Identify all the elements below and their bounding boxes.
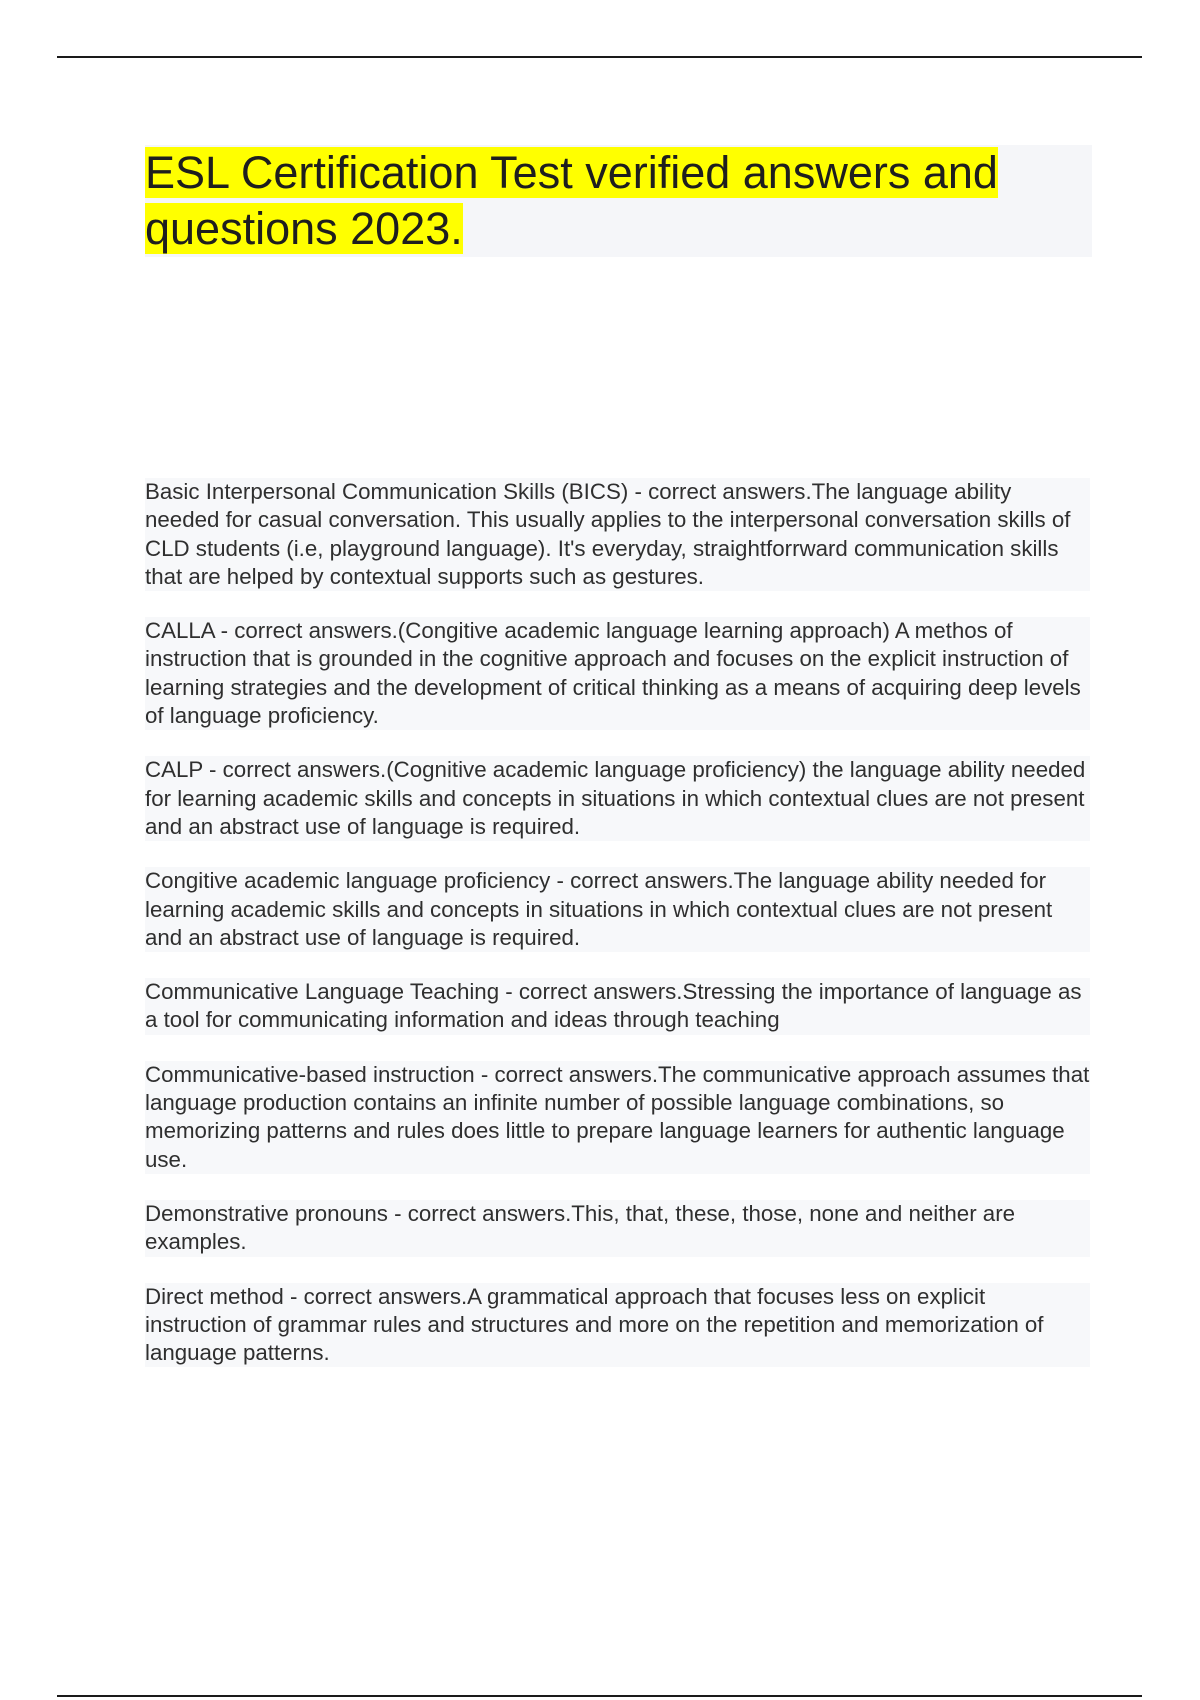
qa-entry-calla: CALLA - correct answers.(Congitive academic language learning approach) A methos of instruction that is grounded in the cognitive approach and focuses on the explicit instruction of learning strategies and the development of critical thinking as a means of acquiring deep levels of language proficiency. — [145, 617, 1090, 730]
top-rule — [57, 56, 1142, 58]
title-block — [145, 145, 1092, 257]
qa-entry-direct-method: Direct method - correct answers.A grammatical approach that focuses less on explicit instruction of grammar rules and structures and more on the repetition and memorization of language patterns. — [145, 1283, 1090, 1368]
qa-entry-demonstrative-pronouns: Demonstrative pronouns - correct answers.This, that, these, those, none and neither are examples. — [145, 1200, 1090, 1257]
page-title — [145, 145, 1092, 257]
qa-entry-calp: CALP - correct answers.(Cognitive academic language proficiency) the language ability needed for learning academic skills and concepts in situations in which contextual clues are not present and an abstract use of language is required. — [145, 756, 1090, 841]
qa-entry-communicative-based-instruction: Communicative-based instruction - correct answers.The communicative approach assumes that language production contains an infinite number of possible language combinations, so memorizing patterns and rules does little to prepare language learners for authentic language use. — [145, 1061, 1090, 1174]
qa-list — [145, 478, 1090, 1393]
qa-entry-communicative-language-teaching: Communicative Language Teaching - correct answers.Stressing the importance of language as a tool for communicating information and ideas through teaching — [145, 978, 1090, 1035]
qa-entry-cognitive-academic-language-proficiency: Congitive academic language proficiency - correct answers.The language ability needed for learning academic skills and concepts in situations in which contextual clues are not present and an abstract use of language is required. — [145, 867, 1090, 952]
title-highlight: ESL Certification Test verified answers and questions 2023. — [145, 147, 998, 254]
bottom-rule — [57, 1695, 1142, 1697]
qa-entry-bics: Basic Interpersonal Communication Skills (BICS) - correct answers.The language ability needed for casual conversation. This usually applies to the interpersonal conversation skills of CLD students (i.e, playground language). It's everyday, straightforrward communication skills that are helped by contextual supports such as gestures. — [145, 478, 1090, 591]
